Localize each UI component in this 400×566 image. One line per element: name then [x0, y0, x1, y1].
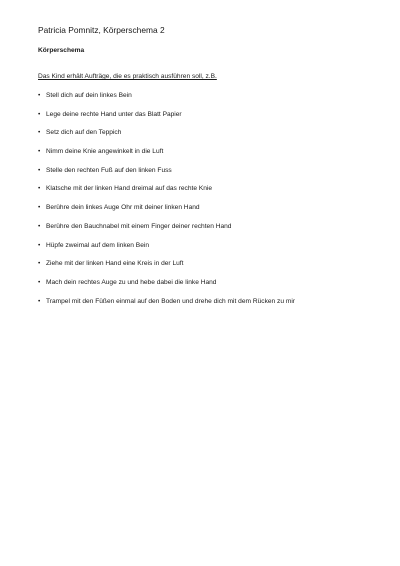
document-title: Körperschema — [38, 47, 85, 54]
bullet-icon: • — [38, 185, 41, 193]
list-item-text: Lege deine rechte Hand unter das Blatt Papier — [46, 110, 182, 118]
bullet-icon: • — [38, 129, 41, 137]
bullet-icon: • — [38, 260, 41, 268]
list-item-text: Berühre dein linkes Auge Ohr mit deiner linken Hand — [46, 204, 200, 212]
list-item-text: Berühre den Bauchnabel mit einem Finger deiner rechten Hand — [46, 222, 232, 230]
list-item-text: Setz dich auf den Teppich — [46, 129, 122, 137]
bullet-icon: • — [38, 297, 41, 305]
bullet-icon: • — [38, 148, 41, 156]
list-item-text: Ziehe mit der linken Hand eine Kreis in der Luft — [46, 260, 184, 268]
list-item-text: Stell dich auf dein linkes Bein — [46, 92, 132, 99]
list-item-text: Hüpfe zweimal auf dem linken Bein — [46, 241, 149, 249]
bullet-icon: • — [38, 278, 41, 286]
list-item-text: Stelle den rechten Fuß auf den linken Fuss — [46, 166, 172, 174]
bullet-icon: • — [38, 110, 41, 118]
list-item-text: Trampel mit den Füßen einmal auf den Boden und drehe dich mit dem Rücken zu mir — [46, 297, 295, 305]
intro-text: Das Kind erhält Aufträge, die es praktisch ausführen soll, z.B. — [38, 73, 217, 80]
bullet-icon: • — [38, 222, 41, 230]
document-header: Patricia Pomnitz, Körperschema 2 — [38, 25, 165, 35]
bullet-icon: • — [38, 166, 41, 174]
bullet-icon: • — [38, 241, 41, 249]
list-item-text: Mach dein rechtes Auge zu und hebe dabei die linke Hand — [46, 278, 217, 286]
bullet-icon: • — [38, 92, 41, 99]
list-item-text: Nimm deine Knie angewinkelt in die Luft — [46, 148, 164, 156]
bullet-icon: • — [38, 204, 41, 212]
list-item-text: Klatsche mit der linken Hand dreimal auf das rechte Knie — [46, 185, 213, 193]
